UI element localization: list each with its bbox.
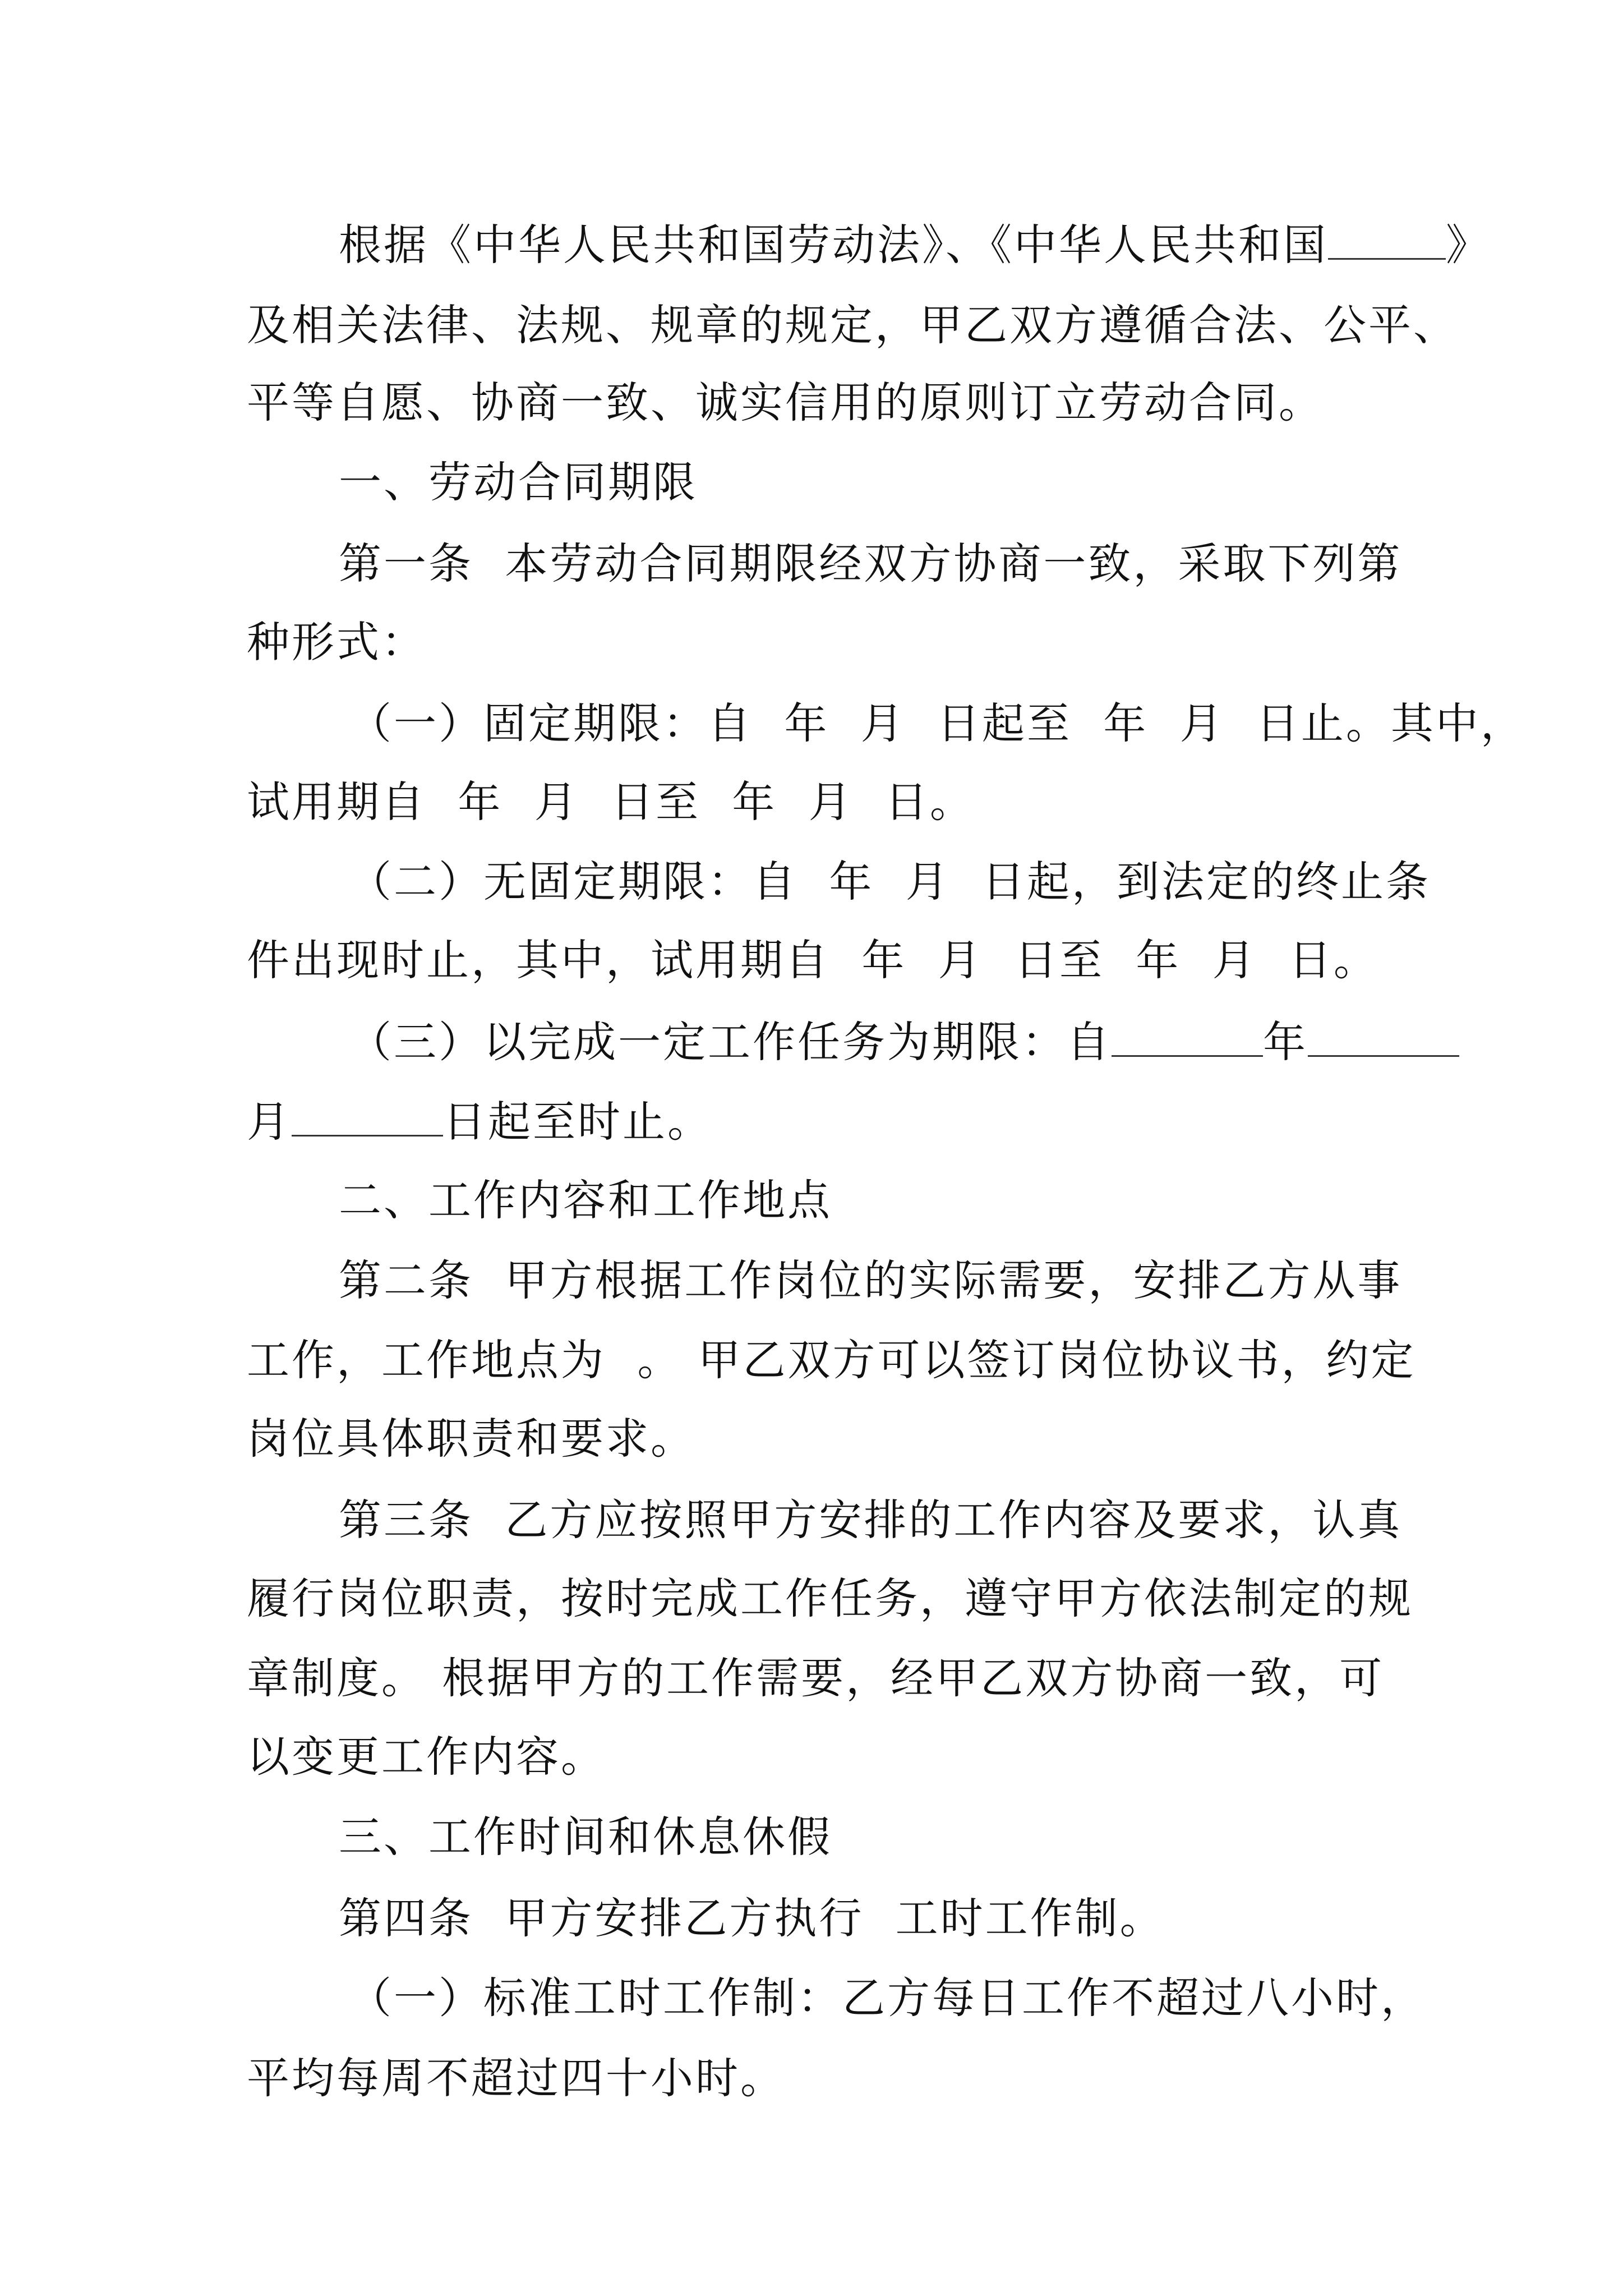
line-text: 种形式： [247, 617, 426, 667]
line-text: 年 [1263, 1017, 1308, 1067]
document-line [339, 1253, 1402, 1309]
document-line [247, 614, 426, 670]
fill-in-blank [292, 1096, 443, 1137]
line-text: 平均每周不超过四十小时。 [247, 2053, 785, 2103]
line-text: 章制度。 根据甲方的工作需要，经甲乙双方协商一致，可 [247, 1653, 1385, 1703]
document-line [247, 297, 1458, 353]
document-line [349, 1970, 1426, 2026]
document-line [339, 536, 1402, 592]
line-text: 及相关法律、法规、规章的规定，甲乙双方遵循合法、公平、 [247, 300, 1458, 350]
line-text: （一）标准工时工作制：乙方每日工作不超过八小时， [349, 1973, 1426, 2023]
document-line [339, 1172, 832, 1228]
line-text: 第二条 甲方根据工作岗位的实际需要，安排乙方从事 [339, 1255, 1403, 1305]
document-line [349, 1014, 1459, 1070]
document-line [339, 1809, 832, 1865]
document-line [349, 696, 1525, 752]
line-text: 履行岗位职责，按时完成工作任务，遵守甲方依法制定的规 [247, 1573, 1413, 1623]
fill-in-blank [1112, 1016, 1263, 1057]
line-text: 平等自愿、协商一致、诚实信用的原则订立劳动合同。 [247, 378, 1324, 427]
document-line [247, 2050, 785, 2106]
line-text: 以变更工作内容。 [247, 1732, 606, 1782]
document-line [339, 454, 698, 510]
line-text: （一）固定期限：自 年 月 日起至 年 月 日止。其中， [349, 698, 1525, 748]
document-line [247, 932, 1378, 988]
document-line [339, 1492, 1402, 1548]
fill-in-blank [1328, 219, 1446, 260]
line-text: （三）以完成一定工作任务为期限：自 [349, 1017, 1112, 1067]
line-text: 岗位具体职责和要求。 [247, 1414, 695, 1464]
line-text: 日起至时止。 [443, 1097, 712, 1147]
document-line [247, 1094, 712, 1150]
line-text: 件出现时止，其中，试用期自 年 月 日至 年 月 日。 [247, 935, 1378, 985]
line-text: 》 [1446, 220, 1491, 270]
line-text: 三、工作时间和休息休假 [339, 1812, 832, 1862]
line-text: 二、工作内容和工作地点 [339, 1175, 832, 1225]
fill-in-blank [1308, 1016, 1459, 1057]
line-text: （二）无固定期限：自 年 月 日起，到法定的终止条 [349, 857, 1431, 907]
document-line [247, 1332, 1415, 1388]
document-line [349, 854, 1431, 910]
line-text: 一、劳动合同期限 [339, 457, 698, 507]
document-line [247, 1411, 695, 1467]
line-text: 月 [247, 1097, 292, 1147]
line-text: 工作，工作地点为 。 甲乙双方可以签订岗位协议书，约定 [247, 1335, 1416, 1385]
document-line [247, 774, 975, 830]
document-line [247, 1650, 1384, 1706]
document-line [247, 1571, 1413, 1627]
document-line [339, 217, 1491, 273]
line-text: 根据《中华人民共和国劳动法》、《中华人民共和国 [339, 220, 1328, 270]
document-line [339, 1890, 1165, 1947]
line-text: 第四条 甲方安排乙方执行 工时工作制。 [339, 1893, 1165, 1943]
line-text: 第一条 本劳动合同期限经双方协商一致，采取下列第 [339, 539, 1403, 588]
document-line [247, 1729, 606, 1785]
line-text: 试用期自 年 月 日至 年 月 日。 [247, 777, 975, 827]
line-text: 第三条 乙方应按照甲方安排的工作内容及要求，认真 [339, 1495, 1403, 1545]
document-line [247, 375, 1324, 431]
